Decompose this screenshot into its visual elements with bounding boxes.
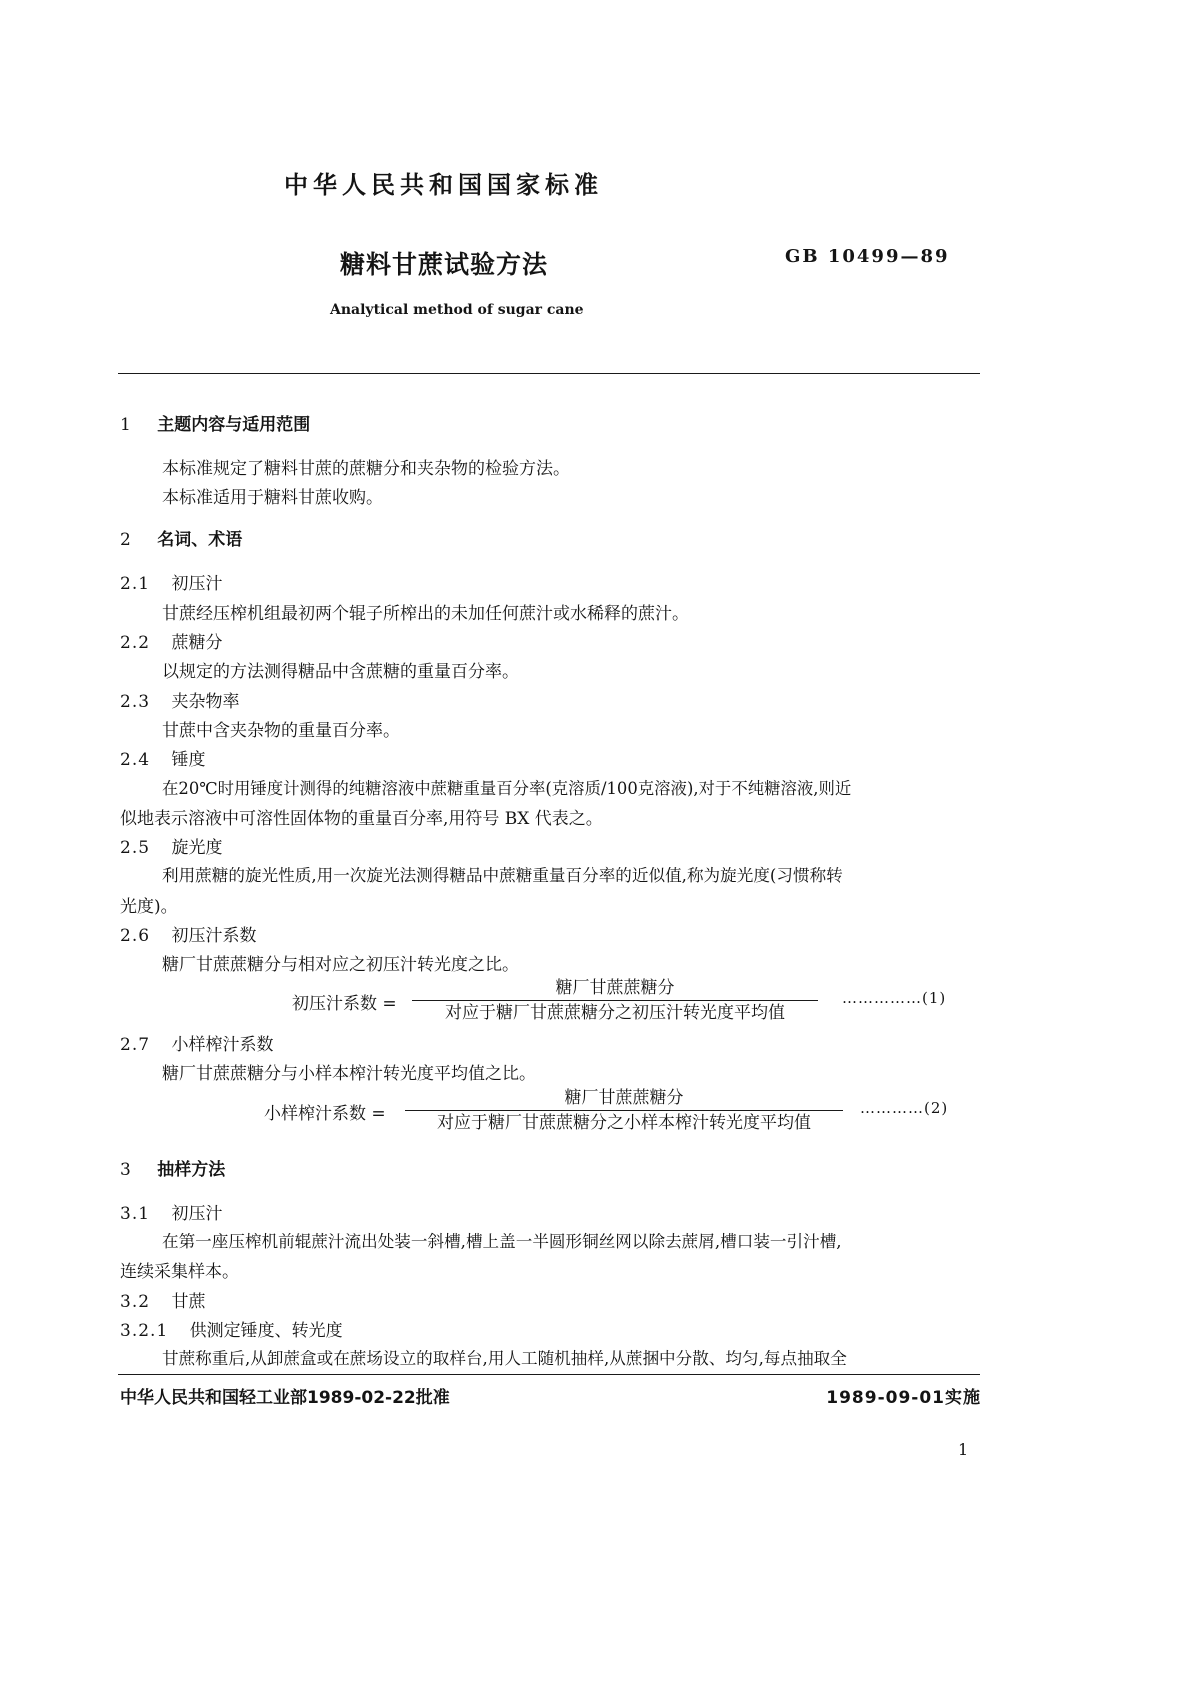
- clause-2-5-heading: [120, 833, 222, 858]
- clause-3-1-heading: [120, 1199, 222, 1224]
- clause-term: 甘蔗: [171, 1292, 206, 1312]
- clause-term: 锤度: [171, 750, 206, 770]
- clause-2-2-heading: [120, 628, 222, 653]
- section-heading-text: 名词、术语: [157, 530, 243, 550]
- header-divider: [118, 373, 980, 374]
- formula-1-denominator: 对应于糖厂甘蔗蔗糖分之初压汁转光度平均值: [445, 1003, 785, 1023]
- footer-divider: [118, 1374, 980, 1375]
- section-heading-text: 抽样方法: [157, 1160, 226, 1180]
- section-heading-text: 主题内容与适用范围: [157, 415, 311, 435]
- clause-term: 初压汁系数: [171, 926, 257, 946]
- document-title: 糖料甘蔗试验方法: [340, 250, 549, 279]
- implementation-date: 1989-09-01实施: [826, 1388, 981, 1408]
- formula-1-fraction: [412, 977, 818, 1024]
- clause-2-5-definition-line-1: 利用蔗糖的旋光性质,用一次旋光法测得糖品中蔗糖重量百分率的近似值,称为旋光度(习惯称转: [162, 866, 843, 885]
- formula-1-number: ……………(1): [842, 989, 947, 1007]
- clause-2-1-definition: 甘蔗经压榨机组最初两个辊子所榨出的未加任何蔗汁或水稀释的蔗汁。: [162, 604, 689, 624]
- section-number: 1: [120, 415, 132, 435]
- clause-term: 供测定锤度、转光度: [189, 1321, 343, 1341]
- clause-2-4-definition-line-1: 在20℃时用锤度计测得的纯糖溶液中蔗糖重量百分率(克溶质/100克溶液),对于不纯糖溶液,则近: [162, 779, 852, 798]
- clause-2-6-heading: [120, 921, 256, 946]
- clause-2-1-heading: [120, 569, 222, 594]
- formula-2-denominator: 对应于糖厂甘蔗蔗糖分之小样本榨汁转光度平均值: [437, 1113, 811, 1133]
- clause-3-2-heading: [120, 1287, 205, 1312]
- section-1-paragraph-2: 本标准适用于糖料甘蔗收购。: [162, 488, 383, 508]
- clause-term: 小样榨汁系数: [171, 1035, 274, 1055]
- clause-number: 3.2: [120, 1292, 151, 1312]
- clause-2-3-heading: [120, 687, 239, 712]
- approval-statement: 中华人民共和国轻工业部1989-02-22批准: [120, 1388, 450, 1408]
- formula-2-number: …………(2): [860, 1099, 949, 1117]
- formula-1-numerator: 糖厂甘蔗蔗糖分: [555, 978, 675, 998]
- english-title: Analytical method of sugar cane: [330, 302, 584, 318]
- section-1-heading: [120, 410, 310, 435]
- section-number: 2: [120, 530, 132, 550]
- clause-number: 2.3: [120, 692, 151, 712]
- clause-2-4-definition-line-2: 似地表示溶液中可溶性固体物的重量百分率,用符号 BX 代表之。: [120, 809, 603, 829]
- clause-number: 2.5: [120, 838, 151, 858]
- clause-3-2-1-heading: [120, 1316, 343, 1341]
- page-number: 1: [958, 1440, 969, 1459]
- formula-2-numerator: 糖厂甘蔗蔗糖分: [564, 1088, 684, 1108]
- clause-number: 2.1: [120, 574, 151, 594]
- national-standard-title: 中华人民共和国国家标准: [284, 171, 603, 199]
- clause-2-5-definition-line-2: 光度)。: [120, 897, 178, 917]
- section-3-heading: [120, 1155, 225, 1180]
- standard-code: GB 10499—89: [785, 246, 950, 267]
- clause-term: 蔗糖分: [171, 633, 223, 653]
- section-2-heading: [120, 525, 242, 550]
- clause-number: 2.6: [120, 926, 151, 946]
- clause-2-7-definition: 糖厂甘蔗蔗糖分与小样本榨汁转光度平均值之比。: [162, 1064, 536, 1084]
- clause-term: 夹杂物率: [171, 692, 240, 712]
- clause-number: 3.1: [120, 1204, 151, 1224]
- formula-1-fraction-bar: [412, 1000, 818, 1001]
- clause-number: 2.7: [120, 1035, 151, 1055]
- clause-2-6-definition: 糖厂甘蔗蔗糖分与相对应之初压汁转光度之比。: [162, 955, 519, 975]
- formula-2-fraction-bar: [405, 1110, 843, 1111]
- clause-number: 3.2.1: [120, 1321, 169, 1341]
- formula-2-fraction: [405, 1087, 843, 1134]
- section-number: 3: [120, 1160, 132, 1180]
- clause-number: 2.2: [120, 633, 151, 653]
- clause-3-2-1-text-line-1: 甘蔗称重后,从卸蔗盒或在蔗场设立的取样台,用人工随机抽样,从蔗捆中分散、均匀,每点抽取全: [162, 1349, 847, 1368]
- clause-number: 2.4: [120, 750, 151, 770]
- section-1-paragraph-1: 本标准规定了糖料甘蔗的蔗糖分和夹杂物的检验方法。: [162, 459, 570, 479]
- clause-2-4-heading: [120, 745, 205, 770]
- clause-term: 初压汁: [171, 1204, 223, 1224]
- formula-1-lhs: 初压汁系数 =: [292, 994, 397, 1014]
- clause-2-7-heading: [120, 1030, 273, 1055]
- clause-2-2-definition: 以规定的方法测得糖品中含蔗糖的重量百分率。: [162, 662, 519, 682]
- clause-3-1-text-line-2: 连续采集样本。: [120, 1262, 239, 1282]
- clause-3-1-text-line-1: 在第一座压榨机前辊蔗汁流出处装一斜槽,槽上盖一半圆形铜丝网以除去蔗屑,槽口装一引汁槽,: [162, 1232, 842, 1251]
- clause-2-3-definition: 甘蔗中含夹杂物的重量百分率。: [162, 721, 400, 741]
- formula-2-lhs: 小样榨汁系数 =: [264, 1104, 386, 1124]
- clause-term: 初压汁: [171, 574, 223, 594]
- clause-term: 旋光度: [171, 838, 223, 858]
